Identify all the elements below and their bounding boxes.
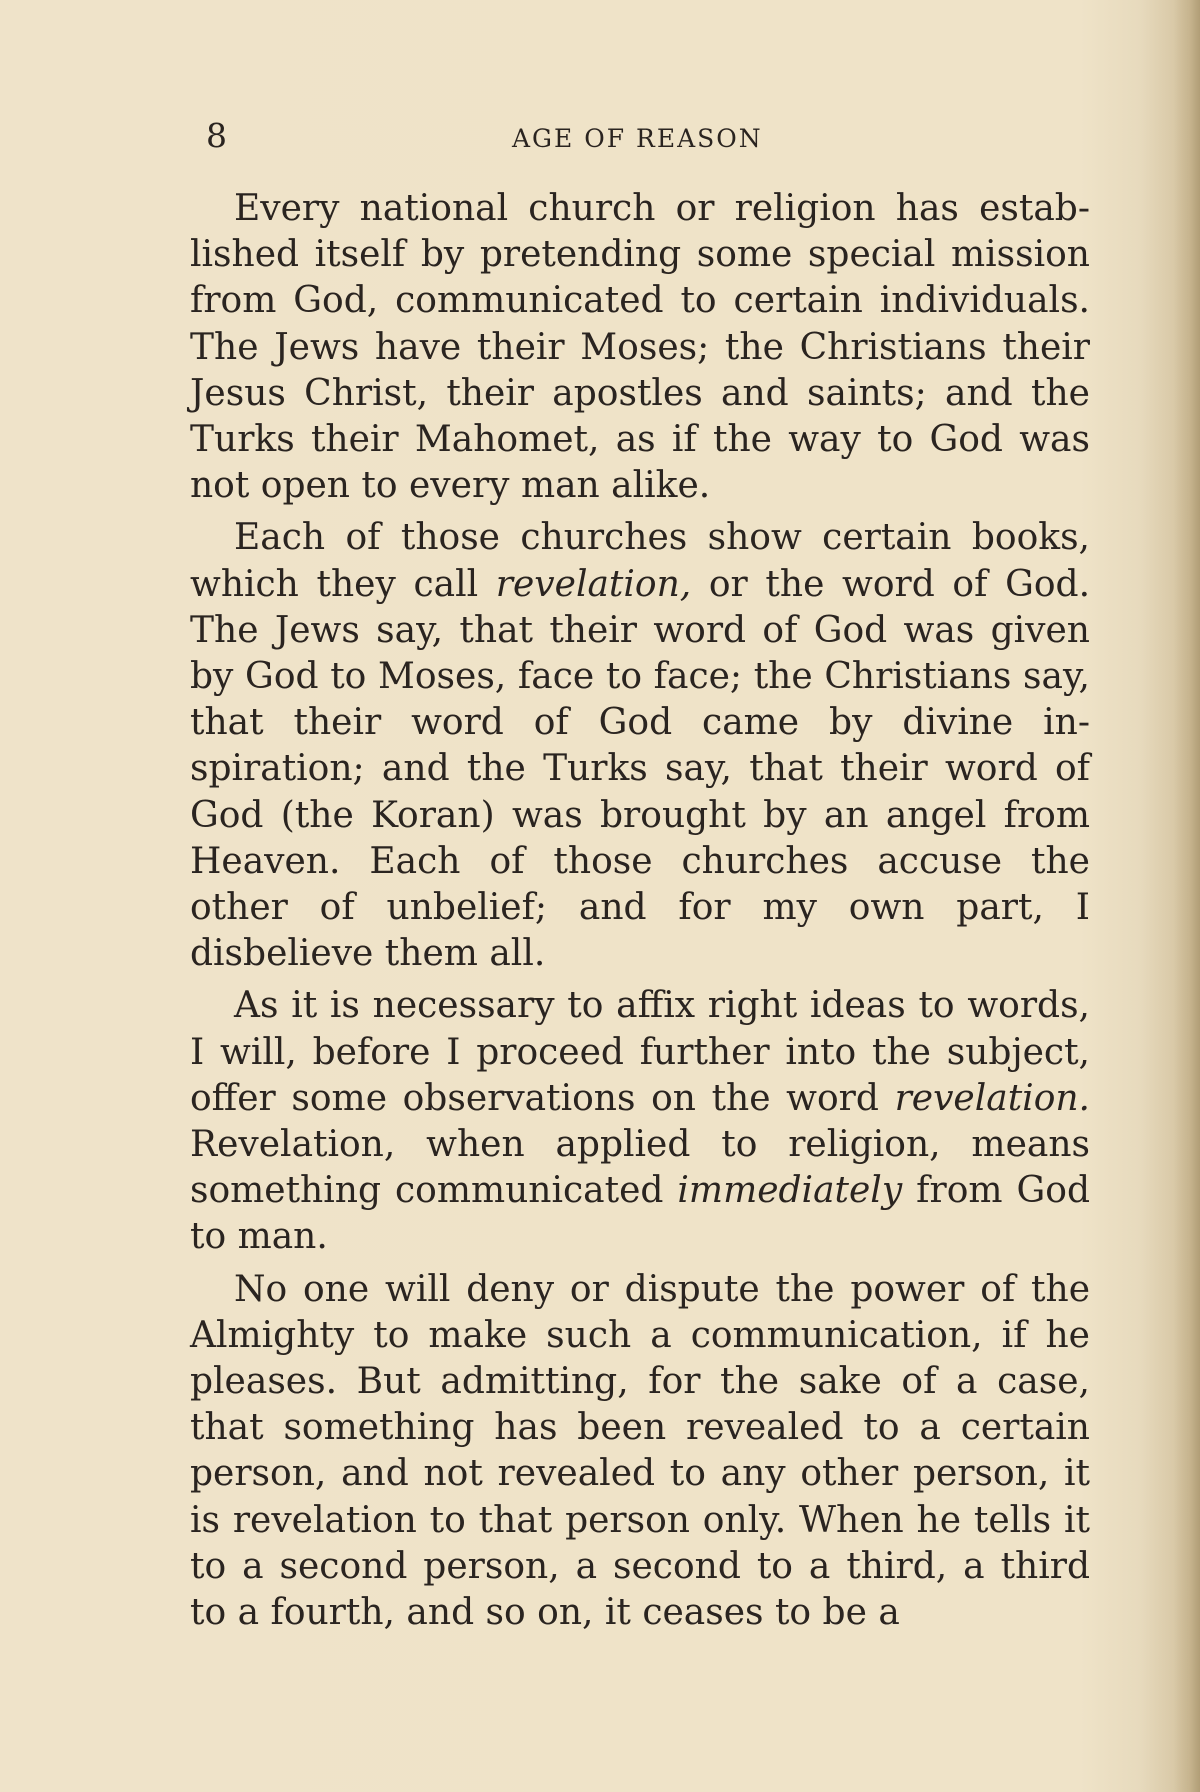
text-segment: Revelation, when applied to religion, means something communicated [190, 1124, 1090, 1212]
page-edge-shadow [1174, 0, 1200, 1792]
text-segment: Every national church or religion has established itself by pretending some special mission from God, communicated to certain individuals. The Jews have their Moses; the Christians their Jesus Christ, their apostles and saints; and the Turks their Mahomet, as if the way to God was not open to every man alike. [190, 188, 1090, 507]
paragraph [190, 186, 1090, 509]
italic-text-segment: immediately [677, 1170, 903, 1212]
italic-text-segment: revelation. [894, 1077, 1090, 1119]
text-segment: No one will deny or dispute the power of the Almighty to make such a communication, if he pleases. But admitting, for the sake of a case, that something has been revealed to a certain person, and not revealed to any other person, it is revelation to that person only. When he tells it to a second person, a second to a third, a third to a fourth, and so on, it ceases to be a [190, 1268, 1090, 1634]
body-text [190, 186, 1090, 1636]
paragraph [190, 1267, 1090, 1637]
paragraph [190, 983, 1090, 1260]
text-segment: or the word of God. The Jews say, that their word of God was given by God to Moses, face to face; the Christians say, that their word of God came by divine inspiration; and the Turks say, that their word of God (the Koran) was brought by an angel from Heaven. Each of those churches accuse the other of unbelief; and for my own part, I disbelieve them all. [190, 563, 1091, 975]
text-segment: from God to man. [190, 1170, 1090, 1258]
running-title: AGE OF REASON [512, 124, 763, 153]
italic-text-segment: revelation, [495, 563, 692, 605]
text-segment: Each of those churches show certain books, which they call [190, 517, 1090, 605]
text-segment: As it is necessary to affix right ideas to words, I will, before I proceed further into the subject, offer some observations on the word [190, 985, 1090, 1119]
paragraph [190, 515, 1090, 977]
running-head [206, 116, 1076, 166]
page-number: 8 [206, 116, 227, 155]
